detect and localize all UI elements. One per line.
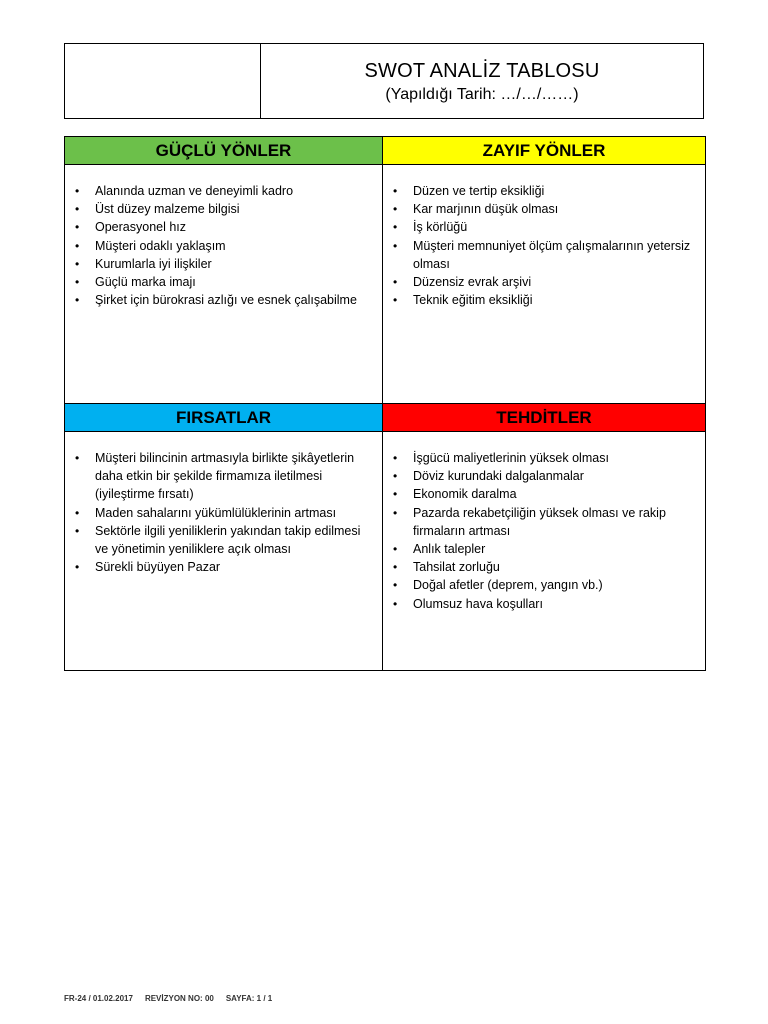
list-item bbox=[389, 595, 697, 613]
swot-body-row-2 bbox=[65, 432, 706, 671]
list-item bbox=[389, 291, 697, 309]
list-item bbox=[71, 522, 374, 558]
list-item bbox=[389, 485, 697, 503]
opportunities-list bbox=[65, 432, 382, 576]
revision-number: REVİZYON NO: 00 bbox=[144, 994, 214, 1003]
bullet-icon: • bbox=[75, 293, 80, 308]
list-item bbox=[389, 576, 697, 594]
list-item bbox=[389, 218, 697, 236]
bullet-icon: • bbox=[393, 451, 398, 465]
list-item-text: Doğal afetler (deprem, yangın vb.) bbox=[413, 578, 603, 593]
list-item-text: Tahsilat zorluğu bbox=[413, 560, 500, 575]
page-subtitle: (Yapıldığı Tarih: …/…/……) bbox=[385, 86, 579, 103]
list-item bbox=[389, 449, 697, 467]
threats-cell bbox=[383, 432, 706, 671]
list-item-text: Alanında uzman ve deneyimli kadro bbox=[95, 184, 294, 198]
list-item-text: İş körlüğü bbox=[413, 220, 468, 235]
list-item-text: Kar marjının düşük olması bbox=[413, 202, 559, 217]
list-item-text: Anlık talepler bbox=[413, 542, 486, 557]
bullet-icon: • bbox=[75, 560, 80, 575]
swot-header-row-1 bbox=[65, 137, 706, 165]
page-number: SAYFA: 1 / 1 bbox=[225, 994, 273, 1003]
bullet-icon: • bbox=[75, 184, 80, 198]
list-item-text: Üst düzey malzeme bilgisi bbox=[95, 202, 240, 217]
list-item-text: Döviz kurundaki dalgalanmalar bbox=[413, 469, 584, 484]
list-item bbox=[71, 291, 374, 309]
swot-body-row-1 bbox=[65, 165, 706, 404]
bullet-icon: • bbox=[75, 256, 80, 271]
bullet-icon: • bbox=[75, 523, 80, 538]
opportunities-header: FIRSATLAR bbox=[65, 404, 383, 432]
logo-area bbox=[65, 44, 261, 118]
bullet-icon: • bbox=[393, 220, 398, 235]
list-item-text: Olumsuz hava koşulları bbox=[413, 596, 543, 611]
list-item bbox=[71, 237, 374, 255]
list-item-text: Kurumlarla iyi ilişkiler bbox=[95, 256, 212, 271]
list-item-text: Sürekli büyüyen Pazar bbox=[95, 560, 221, 575]
bullet-icon: • bbox=[393, 596, 398, 611]
threats-header: TEHDİTLER bbox=[383, 404, 706, 432]
list-item bbox=[71, 449, 374, 504]
list-item-text: İşgücü maliyetlerinin yüksek olması bbox=[413, 451, 609, 465]
list-item-text: Düzensiz evrak arşivi bbox=[413, 275, 532, 290]
swot-header-row-2 bbox=[65, 404, 706, 432]
bullet-icon: • bbox=[393, 578, 398, 593]
list-item-text: Operasyonel hız bbox=[95, 220, 187, 235]
list-item bbox=[71, 558, 374, 576]
list-item bbox=[389, 540, 697, 558]
list-item-text: Müşteri odaklı yaklaşım bbox=[95, 238, 226, 253]
bullet-icon: • bbox=[75, 505, 80, 520]
bullet-icon: • bbox=[393, 202, 398, 217]
bullet-icon: • bbox=[393, 293, 398, 308]
list-item bbox=[71, 255, 374, 273]
swot-table bbox=[64, 136, 706, 671]
list-item bbox=[389, 467, 697, 485]
strengths-list bbox=[65, 165, 382, 309]
list-item bbox=[389, 182, 697, 200]
bullet-icon: • bbox=[393, 184, 398, 198]
weaknesses-header: ZAYIF YÖNLER bbox=[383, 137, 706, 165]
list-item-text: Güçlü marka imajı bbox=[95, 275, 196, 290]
list-item-text: Teknik eğitim eksikliği bbox=[413, 293, 533, 308]
document-footer bbox=[64, 994, 284, 1003]
bullet-icon: • bbox=[75, 451, 80, 465]
bullet-icon: • bbox=[75, 275, 80, 290]
list-item-text: Şirket için bürokrasi azlığı ve esnek çalışabilme bbox=[95, 293, 357, 308]
bullet-icon: • bbox=[393, 542, 398, 557]
list-item bbox=[389, 273, 697, 291]
list-item bbox=[71, 273, 374, 291]
strengths-cell bbox=[65, 165, 383, 404]
list-item-text: Sektörle ilgili yeniliklerin yakından takip edilmesi ve yönetimin yeniliklere açık olması bbox=[95, 523, 361, 557]
bullet-icon: • bbox=[393, 505, 398, 520]
list-item bbox=[389, 558, 697, 576]
list-item-text: Ekonomik daralma bbox=[413, 487, 517, 502]
list-item-text: Düzen ve tertip eksikliği bbox=[413, 184, 545, 198]
bullet-icon: • bbox=[393, 469, 398, 484]
bullet-icon: • bbox=[393, 487, 398, 502]
list-item bbox=[71, 504, 374, 522]
bullet-icon: • bbox=[75, 238, 80, 253]
strengths-header: GÜÇLÜ YÖNLER bbox=[65, 137, 383, 165]
list-item bbox=[389, 200, 697, 218]
list-item-text: Müşteri bilincinin artmasıyla birlikte şikâyetlerin daha etkin bir şekilde firmamıza iletilmesi (iyileştirme fırsatı) bbox=[95, 451, 355, 502]
threats-list bbox=[383, 432, 705, 613]
bullet-icon: • bbox=[393, 238, 398, 253]
weaknesses-list bbox=[383, 165, 705, 309]
bullet-icon: • bbox=[75, 220, 80, 235]
list-item bbox=[389, 237, 697, 273]
list-item bbox=[71, 200, 374, 218]
header-titles bbox=[261, 44, 703, 118]
bullet-icon: • bbox=[393, 275, 398, 290]
list-item-text: Müşteri memnuniyet ölçüm çalışmalarının yetersiz olması bbox=[413, 238, 691, 271]
list-item-text: Pazarda rekabetçiliğin yüksek olması ve rakip firmaların artması bbox=[413, 505, 666, 538]
weaknesses-cell bbox=[383, 165, 706, 404]
opportunities-cell bbox=[65, 432, 383, 671]
list-item bbox=[71, 182, 374, 200]
list-item-text: Maden sahalarını yükümlülüklerinin artması bbox=[95, 505, 337, 520]
bullet-icon: • bbox=[75, 202, 80, 217]
list-item bbox=[389, 504, 697, 540]
page-title: SWOT ANALİZ TABLOSU bbox=[364, 60, 600, 82]
form-code: FR-24 / 01.02.2017 bbox=[64, 994, 133, 1003]
list-item bbox=[71, 218, 374, 236]
document-header bbox=[64, 43, 704, 119]
bullet-icon: • bbox=[393, 560, 398, 575]
